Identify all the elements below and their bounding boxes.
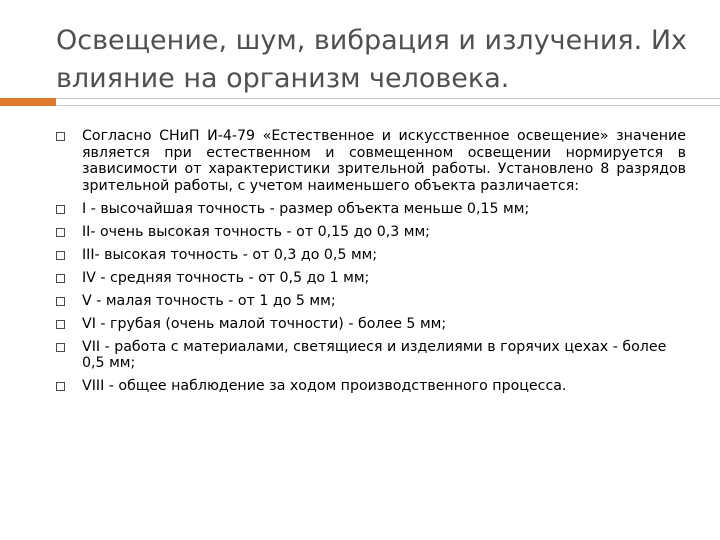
list-item-text: IV - средняя точность - от 0,5 до 1 мм; bbox=[82, 269, 370, 286]
list-item-text: V - малая точность - от 1 до 5 мм; bbox=[82, 292, 336, 309]
list-item-text: VIII - общее наблюдение за ходом производственного процесса. bbox=[82, 378, 567, 395]
list-item-text: II- очень высокая точность - от 0,15 до 0,3 мм; bbox=[82, 223, 430, 240]
title-divider bbox=[56, 98, 720, 106]
list-item-text: III- высокая точность - от 0,3 до 0,5 мм; bbox=[82, 246, 378, 263]
list-item bbox=[56, 201, 686, 218]
list-item bbox=[56, 378, 686, 395]
square-bullet-icon bbox=[56, 274, 65, 283]
list-item bbox=[56, 270, 686, 287]
square-bullet-icon bbox=[56, 343, 65, 352]
accent-bar bbox=[0, 98, 56, 106]
square-bullet-icon bbox=[56, 205, 65, 214]
list-item bbox=[56, 224, 686, 241]
list-item bbox=[56, 316, 686, 333]
list-item-text: I - высочайшая точность - размер объекта меньше 0,15 мм; bbox=[82, 200, 530, 217]
list-item-text: VII - работа с материалами, светящиеся и изделиями в горячих цехах - более 0,5 мм; bbox=[82, 338, 667, 372]
square-bullet-icon bbox=[56, 382, 65, 391]
square-bullet-icon bbox=[56, 320, 65, 329]
list-item bbox=[56, 128, 686, 194]
list-item bbox=[56, 247, 686, 264]
list-item-text: VI - грубая (очень малой точности) - более 5 мм; bbox=[82, 315, 447, 332]
square-bullet-icon bbox=[56, 132, 65, 141]
list-item bbox=[56, 339, 686, 372]
list-item bbox=[56, 293, 686, 310]
bullet-list bbox=[56, 128, 686, 401]
slide-title: Освещение, шум, вибрация и излучения. Их влияние на организм человека. bbox=[56, 25, 688, 94]
square-bullet-icon bbox=[56, 251, 65, 260]
square-bullet-icon bbox=[56, 297, 65, 306]
square-bullet-icon bbox=[56, 228, 65, 237]
list-item-text: Согласно СНиП И-4-79 «Естественное и искусственное освещение» значение является при естественном и совмещенном освещении нормируется в зависимости от характеристики зрительной работы. Установлено 8 разрядов зрительной работы, с учетом наименьшего объекта различается: bbox=[82, 128, 686, 194]
